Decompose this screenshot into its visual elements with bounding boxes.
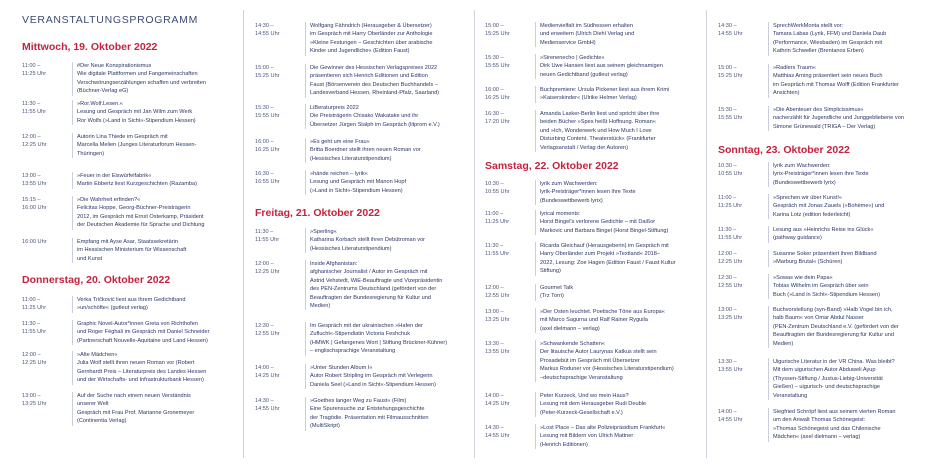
program-entry <box>22 392 242 426</box>
entry-time: 13:30 – 13:55 Uhr <box>485 341 510 356</box>
entry-description: »Ror.Wolf.Lesen.« Lesung und Gespräch mit Jan Wilm zum Werk Ror Wolfs (»Land in Sicht«-Stipendium Hessen) <box>72 100 242 125</box>
program-entry <box>718 306 930 348</box>
entry-description: »Die Wahrheit erfinden?« Felicitas Hoppe, Georg-Büchner-Preisträgerin 2012, im Gespräch mit Ernst Osterkamp, Präsident der Deutschen Akademie für Sprache und Dichtung <box>72 196 242 230</box>
program-entry <box>22 172 242 189</box>
day-heading: Samstag, 22. Oktober 2022 <box>485 160 619 172</box>
entry-time: 15:30 – 15:55 Uhr <box>255 105 280 120</box>
entry-description: Buchvorstellung (syn-Band) »Halb Vogel bin ich, halb Baum« von Omar Abdul Nasser (PEN-Zentrum Deutschland e.V. (gefördert von der Beauftragten der Bundesregierung für Kultur und Medien) <box>768 306 930 348</box>
entry-time: 13:00 – 13:25 Uhr <box>485 309 510 324</box>
entry-time: 16:00 Uhr <box>22 239 47 245</box>
entry-time: 10:30 – 10:55 Uhr <box>485 181 510 196</box>
entry-description: Empfang mit Ayse Asar, Staatssekretärin im Hessischen Ministerium für Wissenschaft und Kunst <box>72 238 242 263</box>
program-entry <box>22 100 242 125</box>
entry-description: »Es geht um eine Frau« Britta Boerdner stellt ihren neuen Roman vor (Hessisches Literaturstipendium) <box>305 138 475 163</box>
program-entry <box>485 210 705 235</box>
program-entry <box>485 22 705 47</box>
program-entry <box>255 322 475 356</box>
entry-time: 12:00 – 12:55 Uhr <box>485 285 510 300</box>
program-column-3 <box>485 0 705 466</box>
entry-description: lyrik zum Wachwerden: lyrik-Preisträger*innen lesen ihre Texte (Bundeswettbewerb lyrix) <box>535 180 705 205</box>
program-entry <box>718 194 930 219</box>
entry-time: 16:00 – 16:25 Uhr <box>255 139 280 154</box>
entry-description: Siegfried Schröpf liest aus seinem vierten Roman um den Anwalt Thomas Schönegeist: »Thomas Schönegeist und das Chilenische Mädchen« (axel dielmann – verlag) <box>768 408 930 442</box>
entry-time: 13:00 – 13:25 Uhr <box>718 307 743 322</box>
program-entry <box>485 54 705 79</box>
entry-description: Buchpremiere: Ursula Pickener liest aus ihrem Krimi »Kaiserskinder« (Ulrike Helmer Verlag) <box>535 86 705 103</box>
entry-time: 12:00 – 12:25 Uhr <box>22 134 47 149</box>
column-divider <box>474 10 475 458</box>
entry-time: 14:30 – 14:55 Uhr <box>485 425 510 440</box>
program-entry <box>485 180 705 205</box>
entry-description: SprechWerkMonta stellt vor: Tamara Labas (Lyrik, FFM) und Daniela Daub (Performance, Wiesbaden) im Gespräch mit Kathrin Schweller (Brentanos Erben) <box>768 22 930 56</box>
program-entry <box>718 22 930 56</box>
program-entry <box>22 133 242 158</box>
entry-time: 15:15 – 16:00 Uhr <box>22 197 47 212</box>
entry-description: lyrical moments: Horst Bingel's verlorene Gedichte – mit Daißor Markovic und Barbara Bingel (Horst Bingel-Stiftung) <box>535 210 705 235</box>
entry-time: 15:00 – 15:25 Uhr <box>485 23 510 38</box>
entry-time: 11:00 – 11:25 Uhr <box>22 297 47 312</box>
entry-description: Autorin Lina Thiede im Gespräch mit Marcella Melien (Junges Literaturforum Hessen- Thüringen) <box>72 133 242 158</box>
entry-time: 10:30 – 10:55 Uhr <box>718 163 743 178</box>
program-entry <box>255 170 475 195</box>
entry-time: 14:00 – 14:55 Uhr <box>718 409 743 424</box>
day-heading: Freitag, 21. Oktober 2022 <box>255 207 380 219</box>
entry-time: 12:30 – 12:55 Uhr <box>718 275 743 290</box>
entry-time: 15:00 – 15:25 Uhr <box>255 65 280 80</box>
program-entry <box>255 364 475 389</box>
entry-description: »Der Osten leuchtet. Poetische Töne aus Europa« mit Marco Sagurna und Ralf Rainer Ryguila (axel dielmann – verlag) <box>535 308 705 333</box>
entry-time: 11:30 – 11:55 Uhr <box>22 321 47 336</box>
entry-description: Gourmet Talk (Trz Torri) <box>535 284 705 301</box>
program-entry <box>718 408 930 442</box>
entry-description: »Sirenenecho | Gedichte« Dirk Uwe Hansen liest aus seinem gleichnamigen neuen Gedichtband (gutleut verlag) <box>535 54 705 79</box>
entry-description: Peter Kurzeck, Und wo mein Haus? Lesung mit dem Herausgeber Rudi Deuble (Peter-Kurzeck-Gesellschaft e.V.) <box>535 392 705 417</box>
entry-description: #Der Neue Konspirationismus Wie digitale Plattformen und Fangemeinschaften Verschwörungserzählungen schaffen und verbreiten (Büchner-Verlag eG) <box>72 62 242 96</box>
entry-time: 12:00 – 12:25 Uhr <box>255 261 280 276</box>
program-entry <box>22 238 242 263</box>
program-entry <box>485 340 705 382</box>
program-entry <box>485 424 705 449</box>
program-column-4 <box>718 0 930 466</box>
entry-description: »Sperling« Katharina Korbach stellt ihren Debütroman vor (Hessisches Literaturstipendium) <box>305 228 475 253</box>
entry-time: 14:30 – 14:55 Uhr <box>255 398 280 413</box>
entry-time: 14:00 – 14:25 Uhr <box>255 365 280 380</box>
entry-time: 12:30 – 12:55 Uhr <box>255 323 280 338</box>
program-entry <box>255 228 475 253</box>
entry-time: 12:00 – 12:25 Uhr <box>718 251 743 266</box>
program-entry <box>22 296 242 313</box>
entry-description: Susanne Soker präsentiert ihren Bildband »Marburg Brutal« (Schüren) <box>768 250 930 267</box>
program-entry <box>718 250 930 267</box>
entry-description: »Alte Mädchen« Julia Wolf stellt ihren neuen Roman vor (Robert Gernhardt Preis – Literaturpreis des Landes Hessen und der Wirtschafts- und Infrastrukturbank Hessen) <box>72 351 242 385</box>
entry-description: Verka Tričković liest aus ihrem Gedichtband »un/schöfte« (gutleut verlag) <box>72 296 242 313</box>
day-heading: Mittwoch, 19. Oktober 2022 <box>22 41 158 53</box>
column-divider <box>706 10 707 458</box>
program-entry <box>485 110 705 152</box>
program-entry <box>255 260 475 310</box>
day-heading: Donnerstag, 20. Oktober 2022 <box>22 274 171 286</box>
entry-description: Auf der Suche nach einem neuen Verständnis unserer Welt Gespräch mit Frau Prof. Marianne Gronemeyer (Continentia Verlag) <box>72 392 242 426</box>
entry-time: 11:30 – 11:55 Uhr <box>718 227 743 242</box>
program-entry <box>485 308 705 333</box>
program-entry <box>255 397 475 431</box>
entry-description: »Feuer in der Eiswürfelfabrik« Martin Ebbertz liest Kurzgeschichten (Razamba) <box>72 172 242 189</box>
entry-time: 11:00 – 11:25 Uhr <box>485 211 510 226</box>
entry-time: 11:30 – 11:55 Uhr <box>255 229 280 244</box>
entry-description: Wolfgang Fähndrich (Herausgeber & Übersetzer) im Gespräch mit Harry Oberländer zur Anthologie »Kleine Festungen – Geschichten über arabische Kinder und Jugendliche« (Edition Faust) <box>305 22 475 56</box>
entry-description: Lesung aus »Heinrichs Reise ins Glück« (pathway guidance) <box>768 226 930 243</box>
entry-description: Ricarda Gleichauf (Herausgeberin) im Gespräch mit Harry Oberländer zum Projekt »Textland« 2018– 2022, Lesung: Zoe Hagen (Edition Faust / Faust Kultur Stiftung) <box>535 242 705 276</box>
program-entry <box>718 274 930 299</box>
program-entry <box>485 284 705 301</box>
program-entry <box>485 86 705 103</box>
program-entry <box>718 106 930 131</box>
program-entry <box>718 162 930 187</box>
entry-description: »Die Abenteuer des Simplicissimus« nacherzählt für Jugendliche und Junggebliebene von Simone Grünewald (TRIGA – Der Verlag) <box>768 106 930 131</box>
entry-time: 16:30 – 17:20 Uhr <box>485 111 510 126</box>
program-entry <box>22 320 242 345</box>
entry-description: »Schwankende Schatten« Der litauische Autor Laurynas Katkus stellt sein Prosadebüt im Gespräch mit Übersetzer Markus Roduner vor (Hessisches Literaturstipendium) –deutschsprachige Veranstaltung <box>535 340 705 382</box>
entry-description: »Sprechen wir über Kunst!« Gespräch mit Jonas Zauels (»Bohème«) und Karina Lotz (edition federleicht) <box>768 194 930 219</box>
program-entry <box>22 62 242 96</box>
entry-time: 12:00 – 12:25 Uhr <box>22 352 47 367</box>
program-entry <box>255 138 475 163</box>
program-entry <box>718 226 930 243</box>
entry-description: »Lost Place – Das alte Polizeipräsidium Frankfurt« Lesung mit Bildern von Ulrich Mattner (Henrich Editionen) <box>535 424 705 449</box>
column-divider <box>243 10 244 458</box>
entry-time: 11:30 – 11:55 Uhr <box>22 101 47 116</box>
entry-description: Amanda Lasker-Berlin liest und spricht über ihre beiden Bücher »Spes heißt Hoffnung. Roman« und »Ich, Wonderwerk und How Much I Love Disturbing Content. Theaterstück« (Frankfurter Verlagsanstalt / Verlag der Autoren) <box>535 110 705 152</box>
entry-time: 13:00 – 13:55 Uhr <box>22 173 47 188</box>
entry-time: 11:00 – 11:25 Uhr <box>22 63 47 78</box>
entry-description: »Goethes langer Weg zu Faust« (Film) Eine Spurensuche zur Entstehungsgeschichte der Tragödie. Präsentation mit Filmausschnitten (MultiSkript) <box>305 397 475 431</box>
entry-time: 11:30 – 11:55 Uhr <box>485 243 510 258</box>
entry-time: 16:30 – 16:55 Uhr <box>255 171 280 186</box>
program-entry <box>255 22 475 56</box>
entry-description: Uigurische Literatur in der VR China. Was bleibt? Mit dem uigurischen Autor Abduweli Ayup (Thyssen-Stiftung / Justus-Liebig-Universität Gießen) – uigurisch- und deutschsprachige Veranstaltung <box>768 358 930 400</box>
entry-time: 14:00 – 14:25 Uhr <box>485 393 510 408</box>
entry-description: »Sowas wie dein Papa« Tobias Wilhelm im Gespräch über sein Buch (»Land in Sicht«-Stipendium Hessen) <box>768 274 930 299</box>
program-entry <box>22 196 242 230</box>
entry-description: lyrik zum Wachwerden: lyrix-Preisträger*innen lesen ihre Texte (Bundeswettbewerb lyrix) <box>768 162 930 187</box>
entry-time: 14:30 – 14:55 Uhr <box>718 23 743 38</box>
program-entry <box>718 64 930 98</box>
entry-description: Die Gewinner des Hessischen Verlagspreises 2022 präsentieren sich Henrich Editionen und Edition Faust (Börsenverein des Deutschen Buchhandels – Landesverband Hessen, Rheinland-Pfalz, Saarland) <box>305 64 475 98</box>
entry-time: 15:30 – 15:55 Uhr <box>485 55 510 70</box>
entry-description: Inside Afghanistan: afghanischer Journalist / Autor im Gespräch mit Astrid Vehstedt, WiE-Beauftragte und Vizepräsidentin des PEN-Zentrums Deutschland (gefördert von der Beauftragten der Bundesregierung für Kultur und Medien) <box>305 260 475 310</box>
entry-description: »Unter Stunden Album I« Autor Robert Stripling im Gespräch mit Verlegerin Daniela Seel (»Land in Sicht«-Stipendium Hessen) <box>305 364 475 389</box>
entry-time: 16:00 – 16:25 Uhr <box>485 87 510 102</box>
entry-description: LiBeraturpreis 2022 Die Preisträgerin Chisako Wakatake und ihr Übersetzer Jürgen Stalph im Gespräch (litprom e.V.) <box>305 104 475 129</box>
entry-time: 15:00 – 15:25 Uhr <box>718 65 743 80</box>
entry-time: 15:30 – 15:55 Uhr <box>718 107 743 122</box>
program-entry <box>718 358 930 400</box>
entry-time: 11:00 – 11:25 Uhr <box>718 195 743 210</box>
program-column-2 <box>255 0 475 466</box>
entry-time: 13:00 – 13:25 Uhr <box>22 393 47 408</box>
program-column-1 <box>22 0 242 466</box>
entry-description: Graphic Novel-Autor*innen Greta von Richthofen und Roger Féghali im Gespräch mit Daniel Schneider (Partnerschaft Nouvelle-Aquitaine und Land Hessen) <box>72 320 242 345</box>
page-title: VERANSTALTUNGSPROGRAMM <box>22 14 199 26</box>
entry-description: Medienvielfalt im Südhessen erhalten und erweitern (Ulrich Diehl Verlag und Medienservice GmbH) <box>535 22 705 47</box>
entry-description: »Radlers Traum« Matthias Arning präsentiert sein neues Buch im Gespräch mit Thomas Wolff (Edition Frankfurter Ansichten) <box>768 64 930 98</box>
entry-description: »hände reichen – lyrik« Lesung und Gespräch mit Manon Hopf (»Land in Sicht«-Stipendium Hessen) <box>305 170 475 195</box>
day-heading: Sonntag, 23. Oktober 2022 <box>718 144 850 156</box>
program-entry <box>255 64 475 98</box>
program-entry <box>485 242 705 276</box>
entry-time: 13:30 – 13:55 Uhr <box>718 359 743 374</box>
program-entry <box>22 351 242 385</box>
program-entry <box>485 392 705 417</box>
entry-time: 14:30 – 14:55 Uhr <box>255 23 280 38</box>
entry-description: Im Gespräch mit der ukrainischen »Hafen der Zuflucht«-Stipendiatin Victoria Feshchuk (HMWK | Gefangenes Wort | Stiftung Brückner-Kühner) – englischsprachige Veranstaltung <box>305 322 475 356</box>
program-entry <box>255 104 475 129</box>
